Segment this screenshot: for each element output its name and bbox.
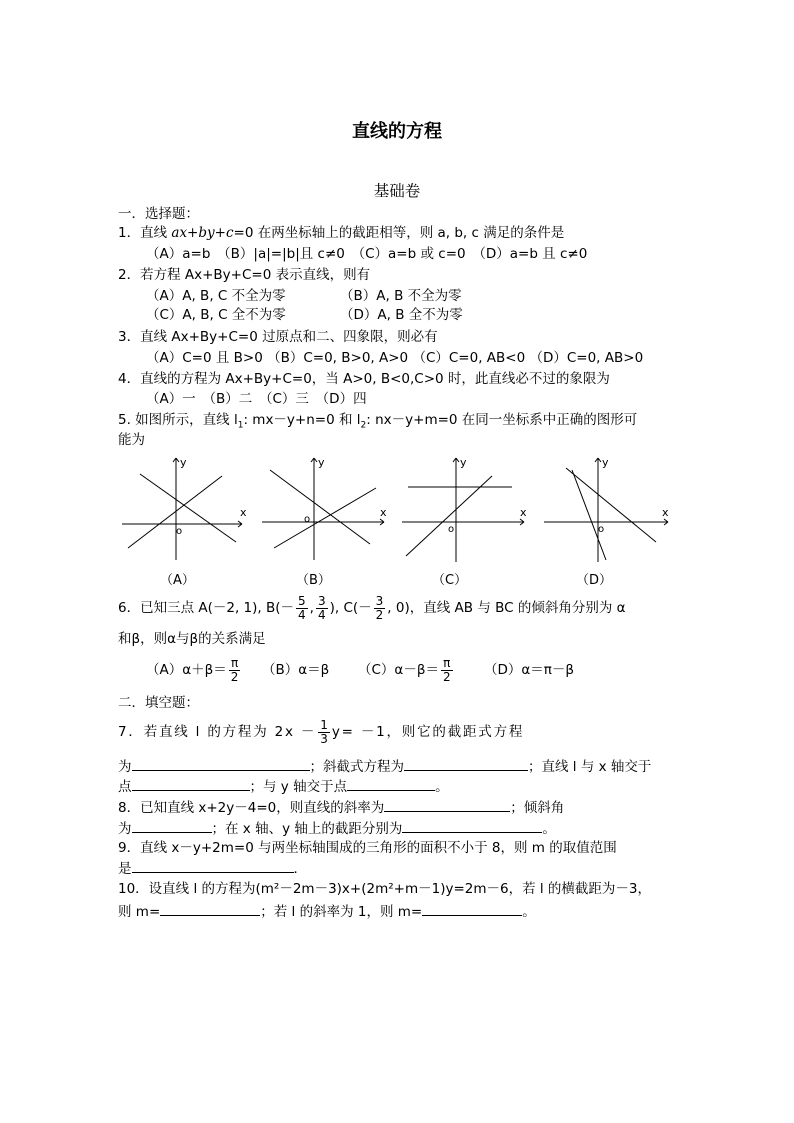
- section-heading-choice: 一．选择题：: [118, 206, 199, 222]
- y-axis-label: y: [602, 456, 609, 469]
- question-9-line2: 是 ．: [118, 858, 678, 879]
- graph-c: [398, 452, 534, 562]
- graph-d: [538, 452, 674, 562]
- graph-b: [256, 452, 392, 562]
- fraction: $\frac{3}{2}$: [375, 593, 384, 622]
- x-axis-label: x: [380, 506, 387, 519]
- question-2-option-a: （A）A, B, C 不全为零: [146, 288, 286, 304]
- question-8-line2: 为 ；在 x 轴、y 轴上的截距分别为 。: [118, 818, 678, 839]
- graph-b-label: （B）: [296, 573, 331, 588]
- question-6-option-b: （B）α＝β: [262, 662, 330, 678]
- question-4-stem: 4．直线的方程为 Ax+By+C=0，当 A>0, B<0,C>0 时，此直线必不过的象限为: [118, 371, 610, 387]
- question-6-option-c: （C）α－β＝ $\frac{\pi}{2}$: [358, 655, 451, 684]
- question-10-line2: 则 m= ；若 l 的斜率为 1，则 m= 。: [118, 901, 678, 922]
- question-3-stem: 3．直线 Ax+By+C=0 过原点和二、四象限，则必有: [118, 329, 438, 345]
- question-8-line1: 8．已知直线 x+2y－4=0，则直线的斜率为 ；倾斜角: [118, 797, 678, 818]
- answer-blank[interactable]: [132, 776, 250, 791]
- page-title: 直线的方程: [352, 121, 442, 142]
- x-axis-label: x: [240, 506, 247, 519]
- fraction: $\frac{\pi}{2}$: [230, 655, 239, 684]
- answer-blank[interactable]: [402, 818, 542, 833]
- y-axis-label: y: [318, 456, 325, 469]
- graph-a-label: （A）: [160, 573, 195, 588]
- graph-d-label: （D）: [576, 573, 613, 588]
- question-2-option-b: （B）A, B 不全为零: [340, 288, 462, 304]
- fraction: $\frac{3}{4}$: [317, 593, 326, 622]
- question-7-line2: 为 ；斜截式方程为 ；直线 l 与 x 轴交于: [118, 756, 678, 777]
- fraction: $\frac{1}{3}$: [320, 717, 328, 746]
- graph-c-label: （C）: [432, 573, 468, 588]
- question-3-options: （A）C=0 且 B>0 （B）C=0, B>0, A>0 （C）C=0, AB<0 （D）C=0, AB>0: [146, 350, 644, 366]
- question-5-stem-line1: 5. 如图所示，直线 $l_1$: mx－y+n=0 和 $l_2$: nx－y+m=0 在同一坐标系中正确的图形可: [118, 412, 638, 431]
- x-axis-label: x: [662, 506, 669, 519]
- question-6-stem-line2: 和β，则α与β的关系满足: [118, 631, 266, 647]
- question-10-line1: 10．设直线 l 的方程为(m²－2m－3)x+(2m²+m－1)y=2m－6，若 l 的横截距为－3，: [118, 881, 652, 897]
- question-6-stem-line1: 6．已知三点 A(－2, 1), B(－ $\frac{5}{4}$ , $\frac{3}{4}$ ), C(－ $\frac{3}{2}$ , 0)，直线 AB 与 BC 的倾斜角分别为 α: [118, 593, 626, 622]
- question-9-line1: 9．直线 x－y+2m=0 与两坐标轴围成的三角形的面积不小于 8，则 m 的取值范围: [118, 840, 617, 856]
- y-axis-label: y: [180, 456, 187, 469]
- x-axis-label: x: [520, 506, 527, 519]
- question-7-line1: 7．若直线 l 的方程为 2x － $\frac{1}{3}$ y= －1，则它的截距式方程: [118, 717, 525, 746]
- origin-label: o: [176, 526, 183, 537]
- question-2-stem: 2．若方程 Ax+By+C=0 表示直线，则有: [118, 267, 371, 283]
- answer-blank[interactable]: [384, 797, 510, 812]
- graph-a: [118, 452, 254, 562]
- answer-blank[interactable]: [347, 776, 435, 791]
- answer-blank[interactable]: [404, 756, 528, 771]
- answer-blank[interactable]: [132, 756, 310, 771]
- y-axis-label: y: [460, 456, 467, 469]
- question-6-option-d: （D）α＝π－β: [484, 662, 575, 678]
- answer-blank[interactable]: [160, 901, 260, 916]
- question-1-options: （A）a=b （B）|a|=|b|且 c≠0 （C）a=b 或 c=0 （D）a=b 且 c≠0: [146, 246, 588, 262]
- origin-label: o: [304, 514, 311, 525]
- answer-blank[interactable]: [422, 901, 522, 916]
- question-5-stem-line2: 能为: [118, 432, 145, 448]
- origin-label: o: [448, 524, 455, 535]
- fraction: $\frac{\pi}{2}$: [442, 655, 451, 684]
- question-4-options: （A）一 （B）二 （C）三 （D）四: [146, 391, 367, 407]
- question-1-stem: 1．直线 ax+by+c=0 在两坐标轴上的截距相等，则 a, b, c 满足的条件是: [118, 225, 565, 241]
- question-2-option-c: （C）A, B, C 全不为零: [146, 307, 286, 323]
- fraction: $\frac{5}{4}$: [298, 593, 306, 622]
- question-7-line3: 点 ；与 y 轴交于点 。: [118, 776, 678, 797]
- answer-blank[interactable]: [132, 818, 212, 833]
- question-2-option-d: （D）A, B 全不为零: [340, 307, 463, 323]
- answer-blank[interactable]: [132, 858, 294, 873]
- section-subtitle: 基础卷: [373, 182, 421, 200]
- question-6-option-a: （A）α＋β＝ $\frac{\pi}{2}$: [146, 655, 239, 684]
- section-heading-fill: 二．填空题：: [118, 695, 199, 711]
- origin-label: o: [598, 524, 605, 535]
